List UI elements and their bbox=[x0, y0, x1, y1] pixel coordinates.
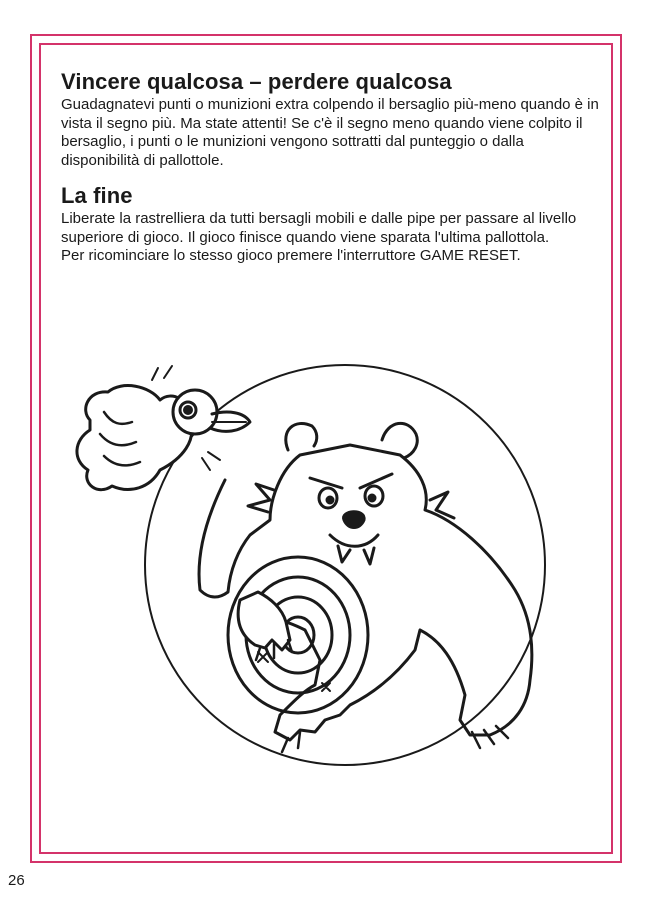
paragraph-win-lose: Guadagnatevi punti o munizioni extra colpendo il bersaglio più-meno quando è in vista il segno più. Ma state attenti! Se c'è il segno meno quando viene colpito il bersaglio, i punti o le munizioni vengono sottratti dal punteggio o dalla disponibilità di pallottole. bbox=[61, 96, 599, 169]
bear-and-duck-illustration bbox=[60, 360, 590, 770]
duck-figure bbox=[77, 366, 250, 490]
text-content bbox=[61, 68, 601, 266]
page-number: 26 bbox=[8, 872, 25, 889]
paragraph-game-reset: Per ricominciare lo stesso gioco premere l'interruttore GAME RESET. bbox=[61, 247, 521, 264]
paragraph-the-end: Liberate la rastrelliera da tutti bersagli mobili e dalle pipe per passare al livello superiore di gioco. Il gioco finisce quando viene sparata l'ultima pallottola. bbox=[61, 210, 577, 246]
bear-figure bbox=[199, 423, 532, 752]
heading-win-lose: Vincere qualcosa – perdere qualcosa bbox=[61, 69, 452, 94]
heading-the-end: La fine bbox=[61, 183, 133, 208]
